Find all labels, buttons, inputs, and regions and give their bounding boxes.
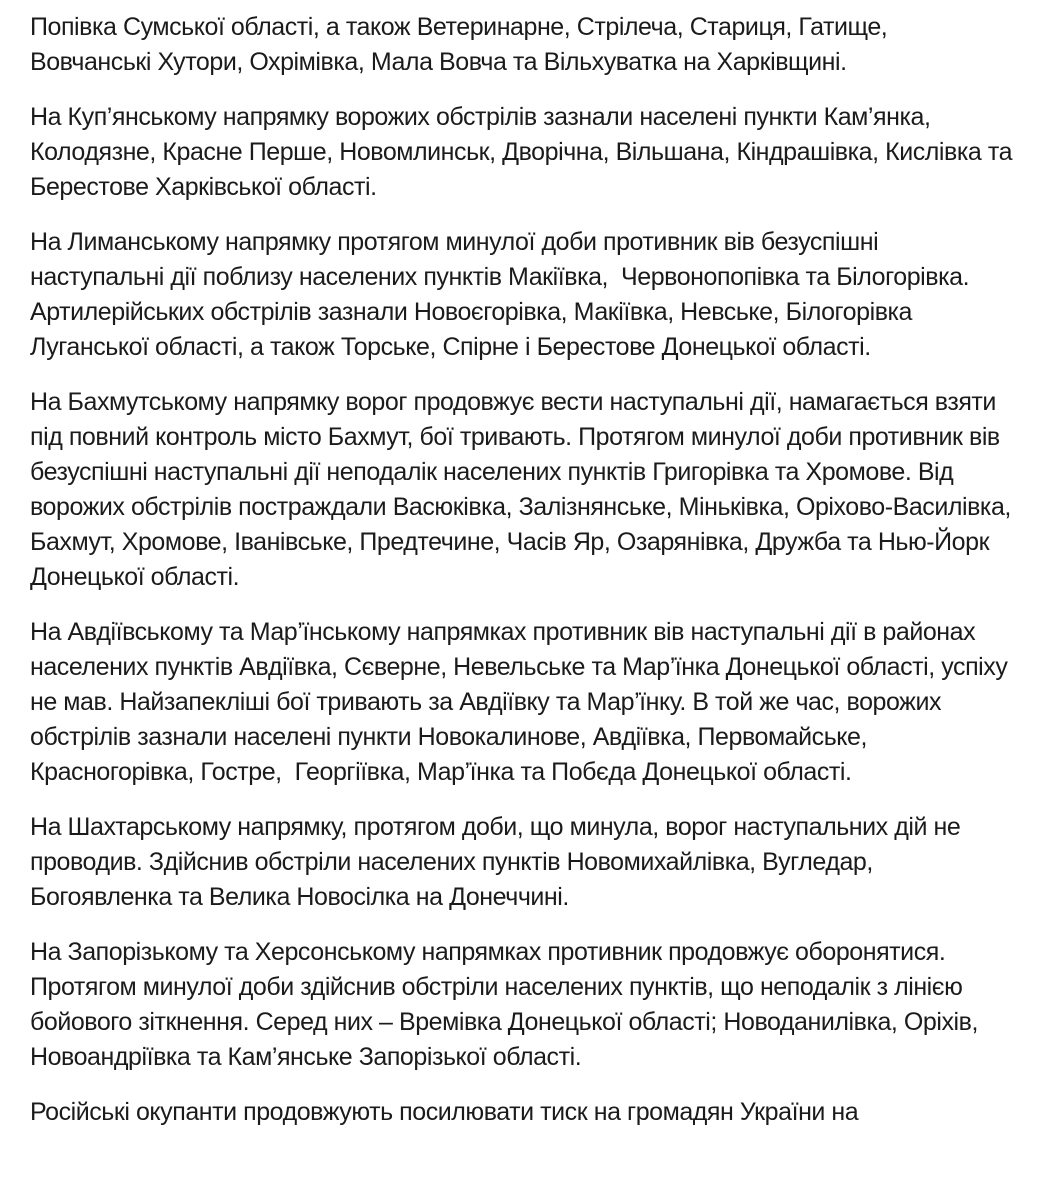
paragraph-sumy-kharkiv-settlements: Попівка Сумської області, а також Ветеринарне, Стрілеча, Стариця, Гатище, Вовчанські Хутори, Охрімівка, Мала Вовча та Вільхуватка на Харківщині. (30, 13, 894, 76)
paragraph-shakhtarsk-direction: На Шахтарському напрямку, протягом доби, що минула, ворог наступальних дій не проводив. Здійснив обстріли населених пунктів Новомихайлівка, Вугледар, Богоявленка та Велика Новосілка на Донеччині. (30, 813, 967, 911)
paragraph-lyman-direction: На Лиманському напрямку протягом минулої доби противник вів безуспішні наступальні дії поблизу населених пунктів Макіївка, Червонопопівка та Білогорівка. Артилерійських обстрілів зазнали Новоєгорівка, Макіївка, Невське, Білогорівка Луганської області, а також Торське, Спірне і Берестове Донецької області. (30, 228, 976, 361)
paragraph-kupiansk-direction: На Куп’янському напрямку ворожих обстрілів зазнали населені пункти Кам’янка, Колодязне, Красне Перше, Новомлинськ, Дворічна, Вільшана, Кіндрашівка, Кислівка та Берестове Харківської області. (30, 103, 1019, 201)
paragraph-occupiers-pressure-truncated: Російські окупанти продовжують посилювати тиск на громадян України на (30, 1098, 859, 1126)
paragraph-bakhmut-direction: На Бахмутському напрямку ворог продовжує вести наступальні дії, намагається взяти під повний контроль місто Бахмут, бої тривають. Протягом минулої доби противник вів безуспішні наступальні дії неподалік населених пунктів Григорівка та Хромове. Від ворожих обстрілів постраждали Васюківка, Залізнянське, Міньківка, Оріхово-Василівка, Бахмут, Хромове, Іванівське, Предтечине, Часів Яр, Озарянівка, Дружба та Нью-Йорк Донецької області. (30, 388, 1018, 591)
paragraph-zaporizhzhia-kherson-directions: На Запорізькому та Херсонському напрямках противник продовжує оборонятися. Протягом минулої доби здійснив обстріли населених пунктів, що неподалік з лінією бойового зіткнення. Серед них – Времівка Донецької області; Новоданилівка, Оріхів, Новоандріївка та Кам’янське Запорізької області. (30, 938, 985, 1071)
paragraph-avdiivka-marinka-directions: На Авдіївському та Мар’їнському напрямках противник вів наступальні дії в районах населених пунктів Авдіївка, Сєверне, Невельське та Мар’їнка Донецької області, успіху не мав. Найзапекліші бої тривають за Авдіївку та Мар’їнку. В той же час, ворожих обстрілів зазнали населені пункти Новокалинове, Авдіївка, Первомайське, Красногорівка, Гостре, Георгіївка, Мар’їнка та Побєда Донецької області. (30, 618, 1014, 786)
